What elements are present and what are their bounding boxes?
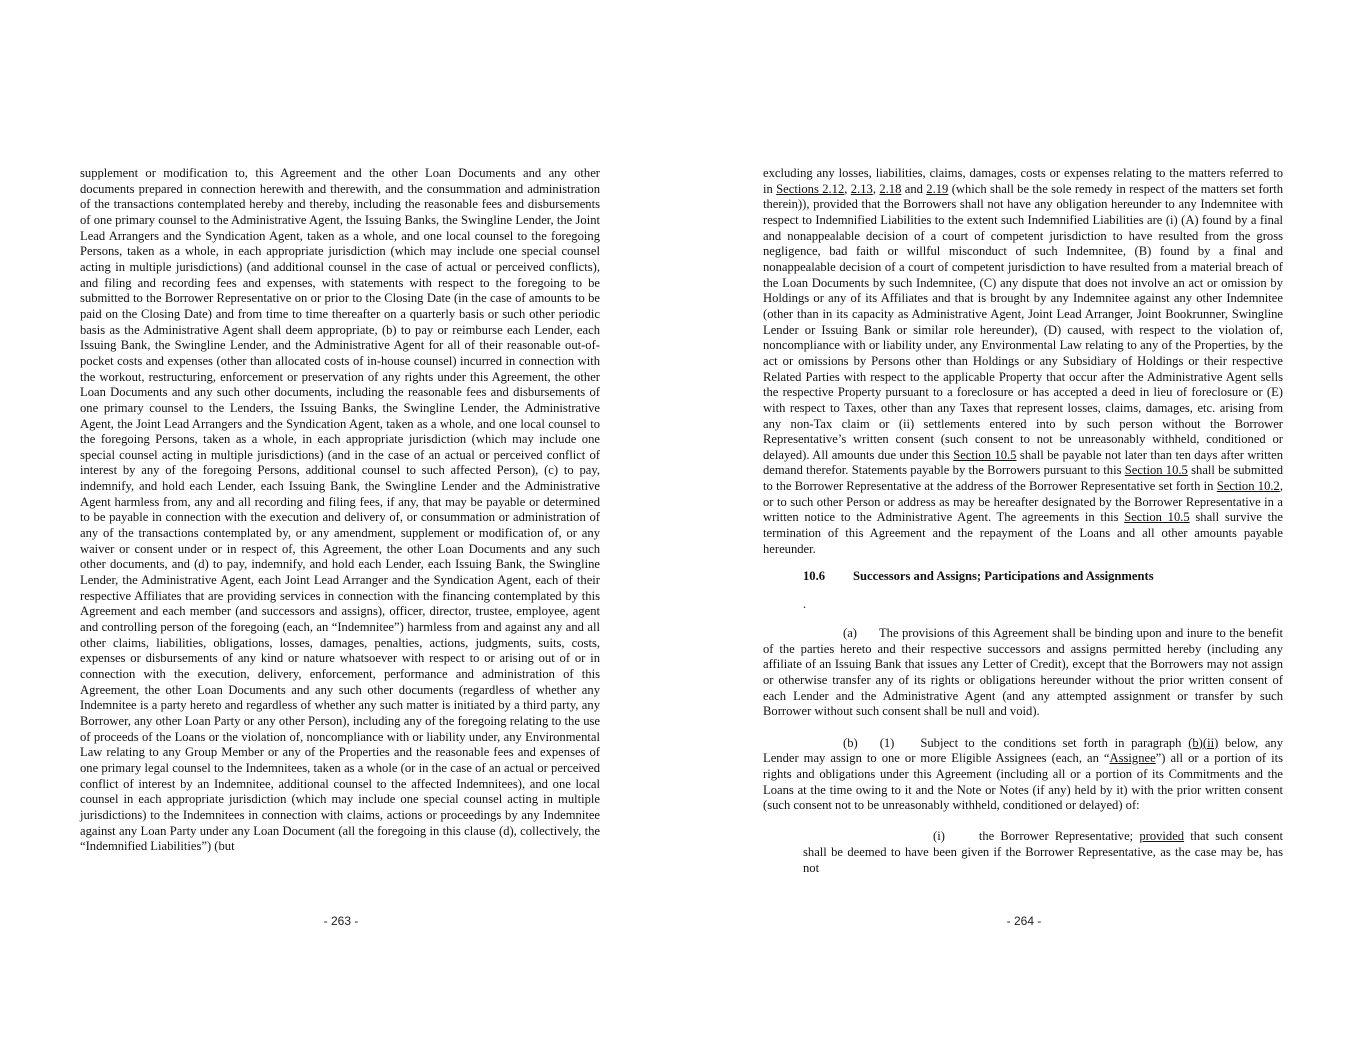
text-run: ,: [844, 181, 851, 196]
section-heading: [763, 569, 1283, 585]
text-run: ,: [872, 181, 880, 196]
section-reference: Section 10.5: [1124, 510, 1190, 525]
section-reference: Section 10.2: [1216, 479, 1280, 494]
right-page: [683, 0, 1365, 1055]
section-reference: 2.13: [850, 181, 873, 196]
paragraph-i-label: (i): [933, 829, 945, 844]
left-paragraph: supplement or modification to, this Agreement and the other Loan Documents and any other documents prepared in connection herewith and therewith, and the consummation and administration of the transactions contemplated hereby and thereby, including the reasonable fees and disbursements of one primary counsel to the Administrative Agent, the Issuing Banks, the Swingline Lender, the Joint Lead Arrangers and the Syndication Agent, taken as a whole, and one local counsel to the foregoing Persons, taken as a whole, in each appropriate jurisdiction (which may include one special counsel acting in multiple jurisdictions) (and additional counsel in the case of actual or perceived conflicts), and filing and recording fees and expenses, with statements with respect to the foregoing to be submitted to the Borrower Representative on or prior to the Closing Date (in the case of amounts to be paid on the Closing Date) and from time to time thereafter on a quarterly basis or such other periodic basis as the Administrative Agent shall deem appropriate, (b) to pay or reimburse each Lender, each Issuing Bank, the Swingline Lender, and the Administrative Agent for all of their reasonable out-of-pocket costs and expenses (other than allocated costs of in-house counsel) incurred in connection with the workout, restructuring, enforcement or preservation of any rights under this Agreement, the other Loan Documents and any such other documents, including the reasonable fees and disbursements of one primary counsel to the Lenders, the Issuing Banks, the Swingline Lender, the Administrative Agent, the Joint Lead Arrangers and the Syndication Agent, taken as a whole, and one local counsel to the foregoing Persons, taken as a whole, in each appropriate jurisdiction (which may include one special counsel acting in multiple jurisdictions) (and in the case of an actual or perceived conflict of interest by any of the foregoing Persons, additional counsel to such affected Person), (c) to pay, indemnify, and hold each Lender, each Issuing Bank, the Swingline Lender and the Administrative Agent harmless from, any and all recording and filing fees, if any, that may be payable or determined to be payable in connection with the execution and delivery of, or consummation or administration of any of the transactions contemplated by, or any amendment, supplement or modification of, or any waiver or consent under or in respect of, this Agreement, the other Loan Documents and any such other documents, and (d) to pay, indemnify, and hold each Lender, each Issuing Bank, the Swingline Lender, the Administrative Agent, each Joint Lead Arranger and the Syndication Agent, each of their respective Affiliates that are providing services in connection with the financing contemplated by this Agreement and each member (and successors and assigns), officer, director, trustee, employee, agent and controlling person of the foregoing (each, an “Indemnitee”) harmless from and against any and all other claims, liabilities, obligations, losses, damages, penalties, actions, judgments, suits, costs, expenses or disbursements of any kind or nature whatsoever with respect to or arising out of or in connection with the execution, delivery, enforcement, performance and administration of this Agreement, the other Loan Documents and any such other documents (regardless of whether any Indemnitee is a party hereto and regardless of whether any such matter is initiated by a third party, any Borrower, any other Loan Party or any other Person), including any of the foregoing relating to the use of proceeds of the Loans or the violation of, noncompliance with or liability under, any Environmental Law relating to any Group Member or any of the Properties and the reasonable fees and expenses of one primary legal counsel to the Indemnitees, taken as a whole (or in the case of an actual or perceived conflict of interest by an Indemnitee, additional counsel to the affected Indemnitees), and one local counsel in each appropriate jurisdiction (which may include one special counsel acting in multiple jurisdictions) to the Indemnitees in connection with claims, actions or proceedings by any Indemnitee against any Loan Party under any Loan Document (all the foregoing in this clause (d), collectively, the “Indemnified Liabilities”) (but: [80, 166, 600, 854]
paragraph-a-label: (a): [843, 626, 857, 641]
text-run: below, any Lender may assign to one or more Eligible Assignees (each, an “: [763, 735, 1283, 766]
right-page-body: [763, 166, 1283, 876]
text-run: the Borrower Representative;: [978, 829, 1140, 844]
text-run: and: [901, 181, 927, 196]
section-reference: 2.19: [926, 181, 949, 196]
paragraph-reference: (b)(ii): [1188, 735, 1219, 750]
page-number-left: - 263 -: [323, 914, 359, 928]
section-reference: 2.18: [879, 181, 902, 196]
text-run: excluding any losses, liabilities, claims, damages, costs or expenses relating to the matters referred to in: [763, 166, 1283, 196]
defined-term: Assignee: [1109, 751, 1156, 766]
stray-dot: .: [803, 597, 807, 612]
paragraph-b-sublabel: (1): [879, 735, 895, 750]
text-run: The provisions of this Agreement shall be binding upon and inure to the benefit of the parties hereto and their respective successors and assigns permitted hereby (including any affiliate of an Issuing Bank that issues any Letter of Credit), except that the Borrowers may not assign or otherwise transfer any of its rights or obligations hereunder without the prior written consent of each Lender and the Administrative Agent (and any attempted assignment or transfer by such Borrower without such consent shall be null and void).: [763, 626, 1283, 719]
section-reference: Section 10.5: [1124, 463, 1188, 478]
text-run: ”) all or a portion of its rights and obligations under this Agreement (including all or a portion of its Commitments and the Loans at the time owing to it and the Note or Notes (if any) held by it) with the prior written consent (such consent not to be unreasonably withheld, conditioned or delayed) of:: [763, 751, 1283, 813]
text-run: , or to such other Person or address as may be hereafter designated by the Borrower Representative in a written notice to the Administrative Agent. The agreements in this: [763, 479, 1284, 525]
heading-number: 10.6: [803, 569, 826, 584]
section-reference: Section 10.5: [953, 447, 1017, 462]
page-number-right: - 264 -: [1006, 914, 1042, 928]
text-run: shall be payable not later than ten days after written demand therefor. Statements payable by the Borrowers pursuant to this: [763, 447, 1283, 478]
text-run: that such consent shall be deemed to have been given if the Borrower Representative, as the case may be, has not: [803, 829, 1284, 875]
left-page-body: [80, 166, 600, 855]
text-run: (which shall be the sole remedy in respect of the matters set forth therein)), provided that the Borrowers shall not have any obligation hereunder to any Indemnitee with respect to Indemnified Liabilities to the extent such Indemnified Liabilities are (i) (A) found by a final and nonappealable decision of a court of competent jurisdiction to have resulted from the gross negligence, bad faith or willful misconduct of such Indemnitee, (B) found by a final and nonappealable decision of a court of competent jurisdiction to have resulted from a material breach of the Loan Documents by such Indemnitee, (C) any dispute that does not involve an act or omission by Holdings or any of its Affiliates and that is brought by any Indemnitee against any other Indemnitee (other than in its capacity as Administrative Agent, Joint Lead Arranger, Joint Bookrunner, Swingline Lender or Issuing Bank or similar role hereunder), (D) caused, with respect to the violation of, noncompliance with or liability under, any Environmental Law relating to any of the Properties, by the act or omissions by Persons other than Holdings or any Subsidiary of Holdings or their respective Related Parties with respect to the applicable Property that occur after the Administrative Agent sells the respective Property pursuant to a foreclosure or has accepted a deed in lieu of foreclosure or (E) with respect to Taxes, other than any Taxes that represent losses, claims, damages, etc. arising from any non-Tax claim or (ii) settlements entered into by such person without the Borrower Representative’s written consent (such consent to not be unreasonably withheld, conditioned or delayed). All amounts due under this: [763, 181, 1284, 462]
defined-term: provided: [1139, 829, 1185, 844]
continued-paragraph: [763, 166, 1283, 557]
paragraph-b: [763, 736, 1283, 814]
heading-title: Successors and Assigns; Participations and Assignments: [853, 569, 1154, 584]
text-run: shall survive the termination of this Agreement and the repayment of the Loans and all other amounts payable hereunder.: [763, 510, 1283, 556]
left-page: [0, 0, 682, 1055]
paragraph-b-label: (b): [843, 735, 858, 750]
text-run: shall be submitted to the Borrower Representative at the address of the Borrower Representative set forth in: [763, 463, 1284, 494]
paragraph-i: [763, 829, 1283, 876]
section-reference: Sections 2.12: [776, 181, 845, 196]
paragraph-a: [763, 626, 1283, 720]
text-run: Subject to the conditions set forth in paragraph: [920, 735, 1189, 750]
